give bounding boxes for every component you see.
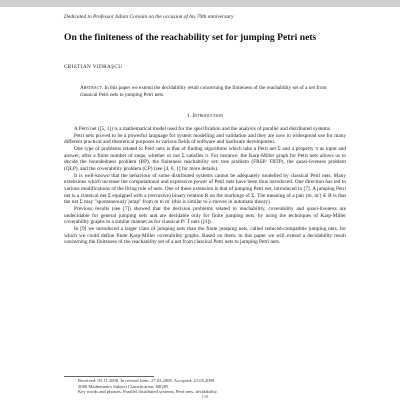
running-header	[20, 0, 360, 6]
abstract	[80, 85, 342, 98]
abstract-text: In this paper we extend the decidability result concerning the finiteness of the reachability set of a net from classical Petri nets to jumping Petri nets.	[80, 85, 327, 98]
author-name: CRISTIAN VIDRAŞCU	[64, 64, 123, 70]
paragraph: In [9] we introduced a larger class of jumping nets than the finite jumping nets, called reduced-compatible jumping nets, for which we could define finite Karp-Miller coverability graphs. Based on them, in this paper we will extend a decidability result concerning the finiteness of the reachability set of a net from classical Petri nets to jumping Petri nets.	[64, 225, 346, 246]
section-title: Introduction	[192, 113, 224, 119]
section-number: 1.	[186, 113, 192, 119]
section-heading	[64, 113, 346, 119]
msc-classification: 2000 Mathematics Subject Classification. 68Q85.	[78, 383, 170, 389]
received-dates: Received: 03.11.2008. In revised form: 27.02.2009. Accepted: 21.05.2009.	[78, 378, 216, 383]
paragraph: Previous results (see [7]) showed that the decision problems related to reachability, coverability and quasi-liveness are undecidable for general jumping nets and are decidable only for finite jumping nets, by using the techniques of Karp-Miller coverability graphs in a similar manner as for classical P/ T nets ([4]).	[64, 205, 346, 226]
body-text	[64, 126, 346, 246]
footnotes	[78, 378, 348, 395]
dedication: Dedicated to Professor Iulian Coroian on the occasion of his 70th anniversary	[64, 14, 234, 20]
abstract-label: Abstract.	[80, 85, 104, 91]
page-number: 110	[201, 394, 209, 399]
paragraph: Petri nets proved to be a powerful language for system modelling and validation and they are now in widespread use for many different practical and theoretical purposes in various fields of software and hardware development.	[64, 132, 346, 146]
footnote-divider	[64, 376, 154, 377]
paragraph: One type of problems related to Petri nets is that of finding algorithms which take a Petri net Σ and a property π as input and answer, after a finite number of steps, whether or not Σ satisfies π. For instance, the Karp-Miller graph for Petri nets allows us to decide the boundedness problem (BP), the finiteness reachability set/ tree problem (FRSP/ FRTP), the quasi-liveness problem (QLP), and the coverability problem (CP) (see [4, 6, 1] for more details).	[64, 145, 346, 172]
paragraph: It is well-known that the behaviour of some distributed systems cannot be adequately modelled by classical Petri nets. Many extensions which increase the computational and expressive power of Petri nets have been thus introduced. One direction has led to various modifications of the firing rule of nets. One of these extension is that of jumping Petri net, introduced in [7]. A jumping Petri net is a classical net Σ equipped with a (recursive) binary relation R on the markings of Σ. The meaning of a pair (m, m′) ∈ R is that the net Σ may "spontaneously jump" from m to m′ (this is similar to λ-moves in automata theory).	[64, 172, 346, 206]
paragraph: A Petri net ([5, 1]) is a mathematical model used for the specification and the analysis of parallel and distributed systems.	[74, 126, 332, 132]
keywords: Key words and phrases. Parallel distributed systems, Petri nets, decidability.	[78, 389, 218, 395]
paper-title: On the finiteness of the reachability set for jumping Petri nets	[64, 32, 317, 43]
